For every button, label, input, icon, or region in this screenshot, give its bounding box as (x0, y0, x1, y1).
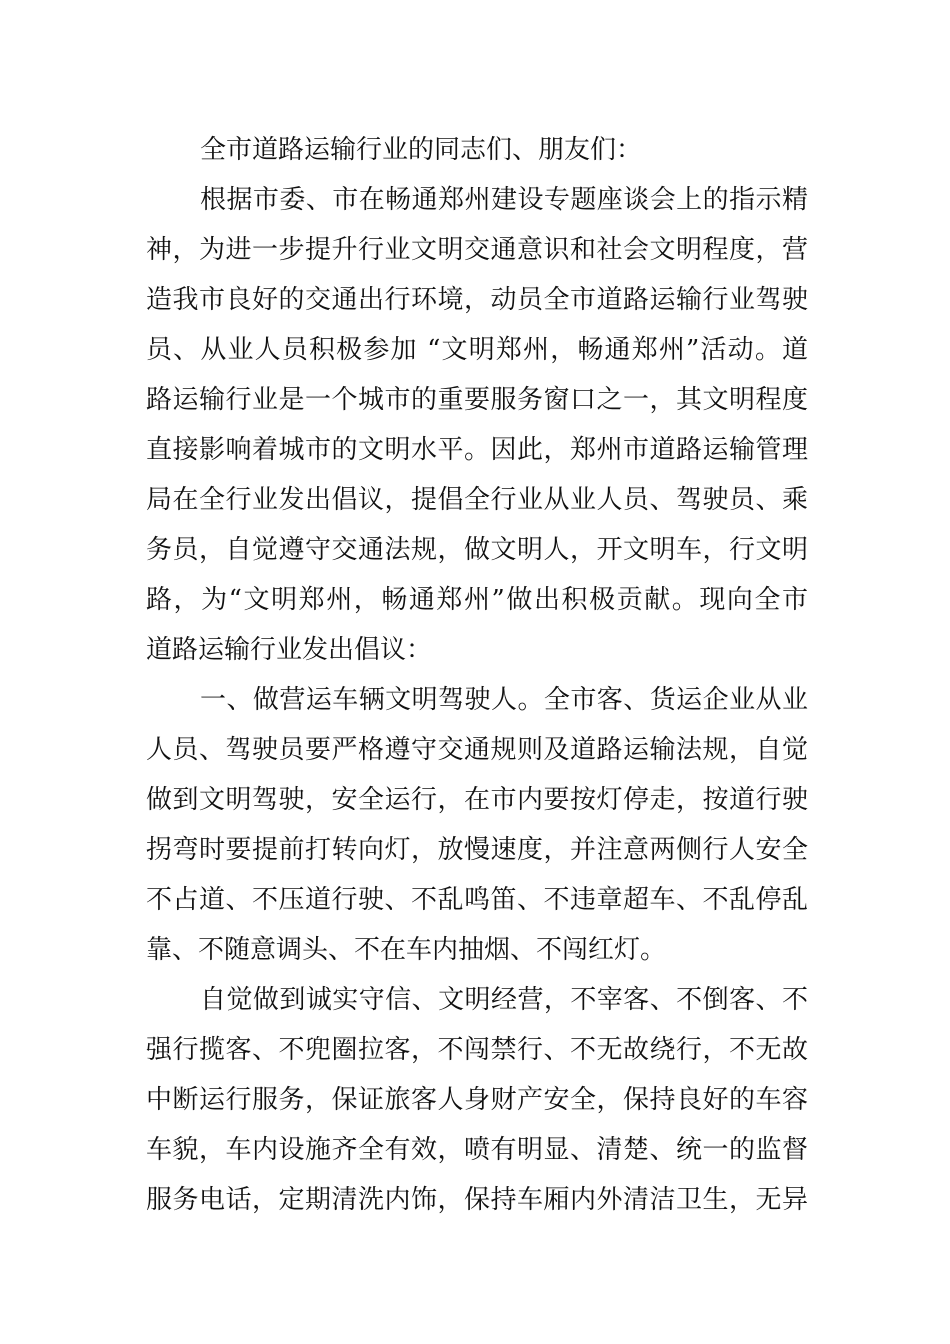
paragraph-2-line-1: 一、做营运车辆文明驾驶人。全市客、货运企业从业 (200, 685, 808, 715)
paragraph-1-line-3: 造我市良好的交通出行环境，动员全市道路运输行业驾驶 (146, 285, 808, 315)
paragraph-1-line-10: 道路运输行业发出倡议： (146, 635, 433, 665)
paragraph-1-line-7: 局在全行业发出倡议，提倡全行业从业人员、驾驶员、乘 (146, 485, 808, 515)
paragraph-3-line-1: 自觉做到诚实守信、文明经营，不宰客、不倒客、不 (200, 985, 808, 1015)
paragraph-3-line-2: 强行揽客、不兜圈拉客，不闯禁行、不无故绕行，不无故 (146, 1035, 808, 1065)
paragraph-2-line-3: 做到文明驾驶，安全运行，在市内要按灯停走，按道行驶 (146, 785, 808, 815)
paragraph-1-line-1: 根据市委、市在畅通郑州建设专题座谈会上的指示精 (200, 185, 808, 215)
salutation: 全市道路运输行业的同志们、朋友们： (200, 135, 643, 165)
paragraph-1-line-4: 员、从业人员积极参加 “文明郑州，畅通郑州”活动。道 (146, 335, 808, 365)
paragraph-2-line-6: 靠、不随意调头、不在车内抽烟、不闯红灯。 (146, 935, 667, 965)
paragraph-1-line-8: 务员，自觉遵守交通法规，做文明人，开文明车，行文明 (146, 535, 808, 565)
paragraph-2-line-2: 人员、驾驶员要严格遵守交通规则及道路运输法规，自觉 (146, 735, 808, 765)
paragraph-1-line-9: 路，为“文明郑州，畅通郑州”做出积极贡献。现向全市 (146, 585, 808, 615)
paragraph-2-line-4: 拐弯时要提前打转向灯，放慢速度，并注意两侧行人安全 (146, 835, 808, 865)
paragraph-1-line-2: 神，为进一步提升行业文明交通意识和社会文明程度，营 (146, 235, 808, 265)
paragraph-3-line-3: 中断运行服务，保证旅客人身财产安全，保持良好的车容 (146, 1085, 808, 1115)
paragraph-1-line-5: 路运输行业是一个城市的重要服务窗口之一，其文明程度 (146, 385, 808, 415)
paragraph-3-line-4: 车貌，车内设施齐全有效，喷有明显、清楚、统一的监督 (146, 1135, 808, 1165)
paragraph-1-line-6: 直接影响着城市的文明水平。因此，郑州市道路运输管理 (146, 435, 808, 465)
paragraph-3-line-5: 服务电话，定期清洗内饰，保持车厢内外清洁卫生，无异 (146, 1185, 808, 1215)
paragraph-2-line-5: 不占道、不压道行驶、不乱鸣笛、不违章超车、不乱停乱 (146, 885, 808, 915)
